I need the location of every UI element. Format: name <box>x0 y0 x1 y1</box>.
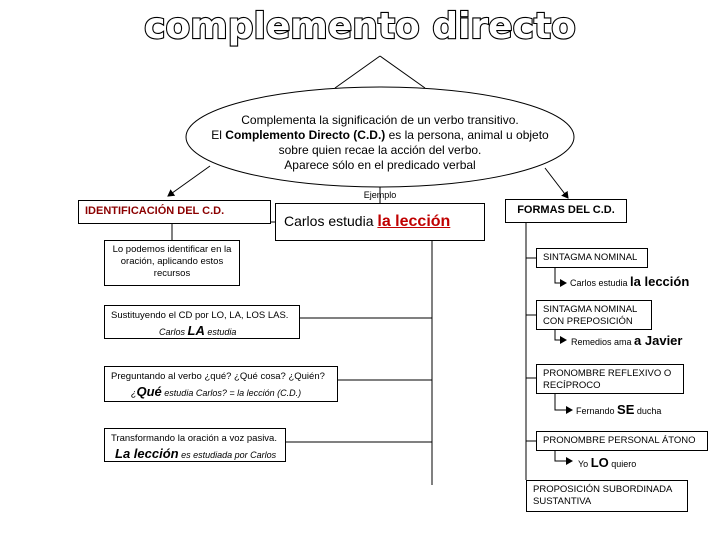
definition-term: Complemento Directo (C.D.) <box>225 128 386 142</box>
form-2-ex-big: a Javier <box>634 333 683 348</box>
method-3-example <box>111 445 279 463</box>
form-1-box: SINTAGMA NOMINAL <box>536 248 648 268</box>
method-1-example <box>111 322 293 340</box>
definition-text <box>190 113 570 173</box>
method-1-box <box>104 305 300 339</box>
example-sentence-pre: Carlos estudia <box>284 213 378 229</box>
title-text: complemento directo <box>144 6 576 47</box>
form-3-ex-big: SE <box>617 402 635 417</box>
definition-line-3: sobre quien recae la acción del verbo. <box>278 143 482 157</box>
example-sentence-cd: la lección <box>377 213 451 230</box>
form-2-ex-pre: Remedios ama <box>571 337 635 347</box>
form-4-example <box>578 455 636 470</box>
definition-line-2 <box>190 128 570 143</box>
form-1-example <box>570 274 689 289</box>
example-box <box>275 203 485 241</box>
definition-line-2-pre: El <box>211 128 226 142</box>
form-1-ex-big: la lección <box>630 274 690 289</box>
definition-line-4: Aparece sólo en el predicado verbal <box>284 158 476 172</box>
method-2-ex-post: estudia Carlos? = la lección (C.D.) <box>161 388 302 398</box>
connector-title-right <box>380 56 425 88</box>
method-1-ex-pre: Carlos <box>159 327 188 337</box>
forms-header: FORMAS DEL C.D. <box>505 199 627 223</box>
method-2-ex-pre: ¿ <box>131 388 137 398</box>
form-5-box: PROPOSICIÓN SUBORDINADA SUSTANTIVA <box>526 480 688 512</box>
method-3-ex-post: es estudiada por Carlos <box>178 450 277 460</box>
method-1-ex-post: estudia <box>204 327 237 337</box>
form-2-box: SINTAGMA NOMINAL CON PREPOSICIÓN <box>536 300 652 330</box>
example-arrow-3 <box>555 394 572 410</box>
connector-title-left <box>335 56 380 88</box>
definition-line-2-post: es la persona, animal u objeto <box>385 128 549 142</box>
method-1-ex-big: LA <box>187 323 205 338</box>
identification-intro: Lo podemos identificar en la oración, aplicando estos recursos <box>104 240 240 286</box>
form-2-example <box>571 333 682 348</box>
form-3-box: PRONOMBRE REFLEXIVO O RECÍPROCO <box>536 364 684 394</box>
method-2-example <box>111 383 331 401</box>
example-label: Ejemplo <box>363 190 397 200</box>
definition-line-1: Complementa la significación de un verbo transitivo. <box>241 113 519 127</box>
identification-header: IDENTIFICACIÓN DEL C.D. <box>78 200 271 224</box>
method-3-ex-big: La lección <box>115 446 179 461</box>
method-2-text: Preguntando al verbo ¿qué? ¿Qué cosa? ¿Quién? <box>111 371 325 382</box>
method-3-box <box>104 428 286 462</box>
form-1-ex-pre: Carlos estudia <box>570 278 631 288</box>
method-3-text: Transformando la oración a voz pasiva. <box>111 433 277 444</box>
form-4-ex-pre: Yo <box>578 459 591 469</box>
example-arrow-1 <box>555 268 566 283</box>
form-3-ex-pre: Fernando <box>576 406 618 416</box>
method-1-text: Sustituyendo el CD por LO, LA, LOS LAS. <box>111 310 289 321</box>
form-3-example <box>576 402 661 417</box>
form-4-ex-post: quiero <box>608 459 637 469</box>
method-2-ex-big: Qué <box>136 384 162 399</box>
form-3-ex-post: ducha <box>634 406 662 416</box>
form-4-ex-big: LO <box>590 455 609 470</box>
form-4-box: PRONOMBRE PERSONAL ÁTONO <box>536 431 708 451</box>
method-2-box <box>104 366 338 402</box>
